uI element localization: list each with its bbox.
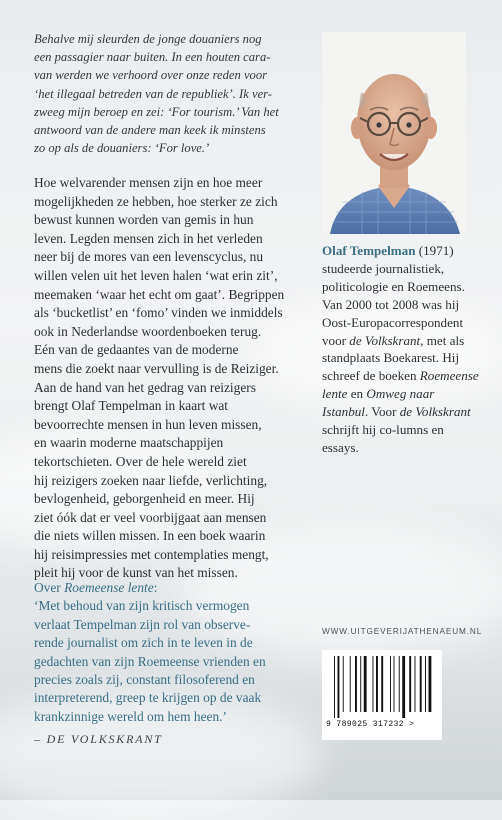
book-description xyxy=(34,174,314,583)
author-bio xyxy=(322,242,482,457)
barcode-bar xyxy=(425,656,426,712)
barcode-bar xyxy=(338,656,340,718)
author-name: Olaf Tempelman xyxy=(322,243,416,258)
bio-book-1: Roemeense lente xyxy=(322,368,479,402)
quote-intro-prefix: Over xyxy=(34,580,65,595)
barcode-bar xyxy=(429,656,432,712)
isbn-barcode xyxy=(322,650,442,740)
quote-source: – DE VOLKSKRANT xyxy=(34,732,163,747)
barcode-bar xyxy=(415,656,416,712)
bio-text-5: schrijft hij co-lumns en essays. xyxy=(322,422,444,455)
barcode-bars xyxy=(332,656,432,718)
barcode-bar xyxy=(420,656,422,712)
description-paragraph-2: Eén van de gedaantes van de moderne mens die zoekt naar vervulling is de Reiziger. Aan de hand van het gedrag van reizigers brengt Olaf Tempelman in kaart wat bevoorrechte mensen in hun leven missen, en waarin moderne maatschappijen tekortschieten. Over de hele wereld ziet hij reizigers zoeken naar liefde, verlichting, bevlogenheid, geborgenheid en meer. Hij ziet óók dat er veel voorbijgaat aan mensen die niets willen missen. In een boek waarin hij reisimpressies met contemplaties mengt, pleit hij voor de kunst van het missen. xyxy=(34,342,279,581)
isbn-number: 9 789025 317232 > xyxy=(326,720,415,729)
bio-text-4: . Voor xyxy=(364,404,400,420)
publisher-url[interactable]: WWW.UITGEVERIJATHENAEUM.NL xyxy=(322,627,483,636)
barcode-bar xyxy=(399,656,400,712)
bio-book-2: Omweg naar Istanbul xyxy=(322,386,435,420)
excerpt-text: Behalve mij sleurden de jonge douaniers nog een passagier naar buiten. In een houten cara- van werden we verhoord over onze reden voor ‘het illegaal betreden van de republiek’. Ik ver- zweeg mijn beroep en zei: ‘For tourism.’ Van het antwoord van de andere man keek ik minstens zo op als de douaniers: ‘For love.’ xyxy=(34,32,279,156)
bio-text-1: studeerde journalistiek, politicologie en Roemeens. Van 2000 tot 2008 was hij Oost-Europacorrespondent voor xyxy=(322,260,465,348)
quote-intro-suffix: : xyxy=(153,580,158,595)
author-photo xyxy=(322,32,466,234)
bio-newspaper-1: de Volkskrant xyxy=(349,332,421,348)
quote-intro-title: Roemeense lente xyxy=(64,580,154,595)
quote-intro xyxy=(34,579,309,597)
barcode-bar xyxy=(402,656,405,718)
barcode-bar xyxy=(355,656,357,712)
author-birth-year: (1971) xyxy=(415,243,454,258)
bio-newspaper-2: de Volkskrant xyxy=(399,404,471,420)
bio-text-3: en xyxy=(347,386,367,402)
bio-text-2: , met als standplaats Boekarest. Hij schreef de boeken xyxy=(322,332,465,384)
barcode-bar xyxy=(409,656,411,712)
quote-text: ‘Met behoud van zijn kritisch vermogen verlaat Tempelman zijn rol van observe- rende journalist om zich in te leven in de gedachten van zijn Roemeense vrienden en precies zoals zij, constant filosoferend en interpreterend, greep te krijgen op de vaak krankzinnige wereld om hem heen.’ xyxy=(34,598,266,724)
press-quote xyxy=(34,579,309,749)
barcode-bar xyxy=(381,656,383,712)
barcode-bar xyxy=(334,656,335,718)
barcode-bar xyxy=(376,656,378,712)
barcode-bar xyxy=(373,656,374,712)
barcode-bar xyxy=(360,656,361,712)
opening-excerpt xyxy=(34,30,309,157)
barcode-bar xyxy=(364,656,367,712)
barcode-bar xyxy=(394,656,395,712)
barcode-bar xyxy=(350,656,351,712)
author-portrait-illustration xyxy=(322,32,466,234)
description-paragraph-1: Hoe welvarender mensen zijn en hoe meer mogelijkheden ze hebben, hoe sterker ze zich bewust kunnen worden van gemis in hun leven. Legden mensen zich in het verleden neer bij de mores van een levenscyclus, nu willen velen uit het leven halen ‘wat erin zit’, meemaken ‘waar het echt om gaat’. Begrippen als ‘bucketlist’ en ‘fomo’ vinden we inmiddels ook in Nederlandse woordenboeken terug. xyxy=(34,175,285,339)
barcode-bar xyxy=(343,656,344,712)
barcode-bar xyxy=(390,656,391,712)
author-bio-text xyxy=(322,242,482,457)
